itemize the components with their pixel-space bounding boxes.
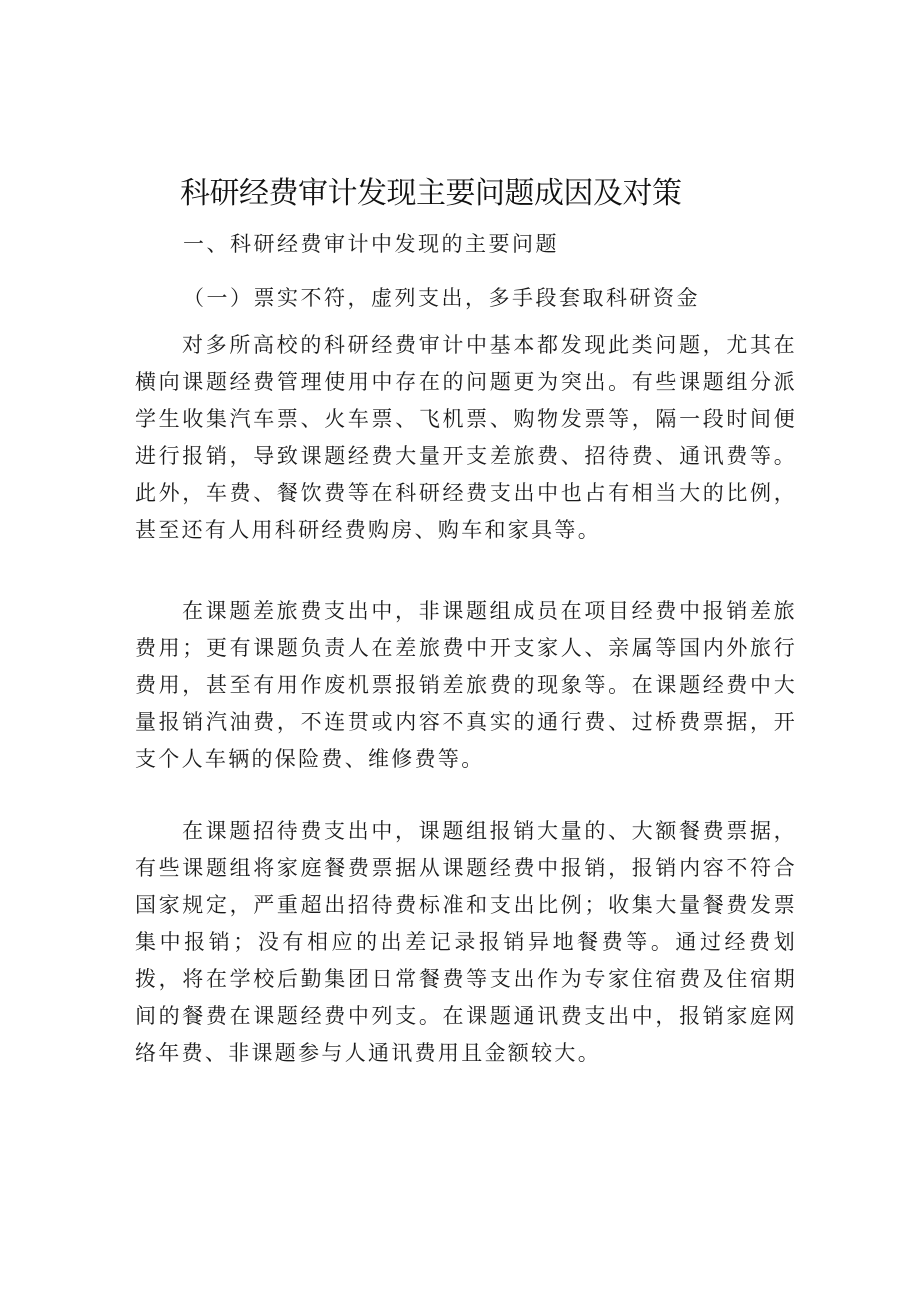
document-title: 科研经费审计发现主要问题成因及对策 <box>180 176 682 211</box>
section-heading: 一、科研经费审计中发现的主要问题 <box>183 232 559 256</box>
body-paragraph-2: 在课题差旅费支出中，非课题组成员在项目经费中报销差旅费用；更有课题负责人在差旅费中开支家人、亲属等国内外旅行费用，甚至有用作废机票报销差旅费的现象等。在课题经费中大量报销汽油费，不连贯或内容不真实的通行费、过桥费票据，开支个人车辆的保险费、维修费等。 <box>135 599 797 771</box>
body-paragraph-1: 对多所高校的科研经费审计中基本都发现此类问题，尤其在横向课题经费管理使用中存在的问题更为突出。有些课题组分派学生收集汽车票、火车票、飞机票、购物发票等，隔一段时间便进行报销，导致课题经费大量开支差旅费、招待费、通讯费等。此外，车费、餐饮费等在科研经费支出中也占有相当大的比例，甚至还有人用科研经费购房、购车和家具等。 <box>135 333 797 542</box>
body-paragraph-3: 在课题招待费支出中，课题组报销大量的、大额餐费票据，有些课题组将家庭餐费票据从课题经费中报销，报销内容不符合国家规定，严重超出招待费标准和支出比例；收集大量餐费发票集中报销；没有相应的出差记录报销异地餐费等。通过经费划拨，将在学校后勤集团日常餐费等支出作为专家住宿费及住宿期间的餐费在课题经费中列支。在课题通讯费支出中，报销家庭网络年费、非课题参与人通讯费用且金额较大。 <box>135 819 797 1065</box>
subsection-heading: （一）票实不符，虚列支出，多手段套取科研资金 <box>183 286 700 310</box>
